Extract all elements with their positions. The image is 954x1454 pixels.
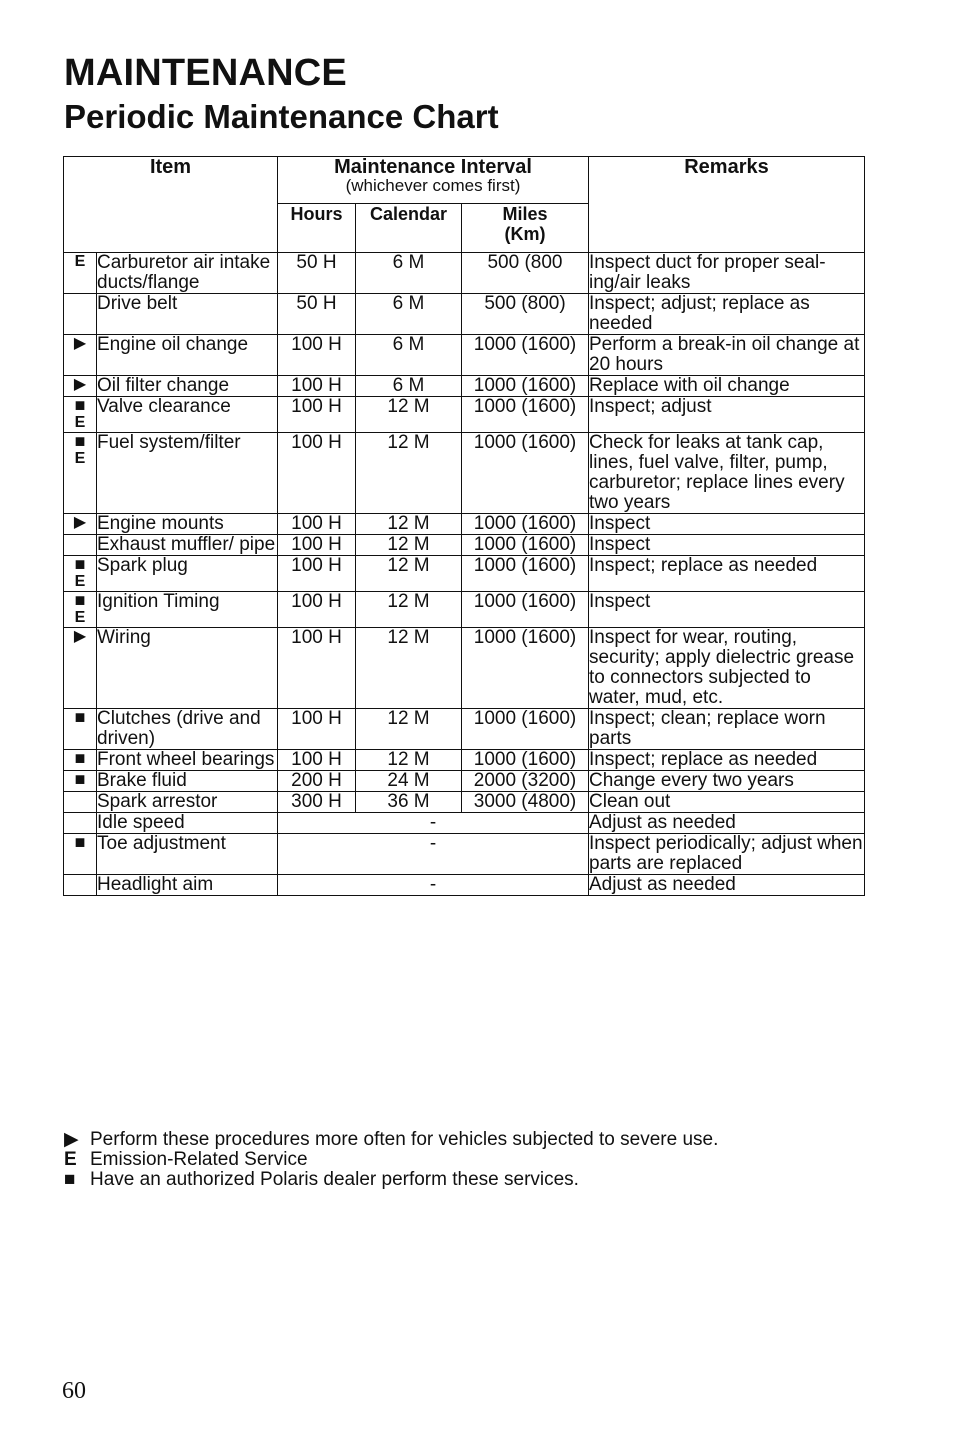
- calendar-cell: 12 M: [356, 535, 462, 556]
- hours-cell: 100 H: [278, 556, 356, 592]
- calendar-cell: 6 M: [356, 294, 462, 335]
- row-symbols: [64, 709, 97, 750]
- calendar-cell: 6 M: [356, 376, 462, 397]
- hours-cell: 50 H: [278, 294, 356, 335]
- table-row: [64, 294, 865, 335]
- table-row: [64, 514, 865, 535]
- table-row: [64, 750, 865, 771]
- dealer-service-icon: ■: [74, 590, 86, 610]
- row-symbols: [64, 556, 97, 592]
- row-symbols: [64, 397, 97, 433]
- miles-cell: 1000 (1600): [462, 592, 589, 628]
- calendar-cell: 36 M: [356, 792, 462, 813]
- remarks-cell: Replace with oil change: [589, 376, 865, 397]
- remarks-cell: Inspect; replace as needed: [589, 556, 865, 592]
- remarks-cell: Inspect; adjust; replace as needed: [589, 294, 865, 335]
- table-row: [64, 376, 865, 397]
- hours-cell: 100 H: [278, 397, 356, 433]
- remarks-cell: Clean out: [589, 792, 865, 813]
- maintenance-table: [63, 156, 865, 896]
- row-symbols: [64, 335, 97, 376]
- remarks-cell: Inspect: [589, 535, 865, 556]
- header-interval: [278, 157, 589, 204]
- remarks-cell: Inspect periodically; adjust when parts are replaced: [589, 833, 863, 874]
- page-title: MAINTENANCE: [64, 52, 347, 94]
- item-cell: Front wheel bearings: [97, 750, 278, 771]
- item-cell: Headlight aim: [97, 875, 278, 896]
- table-row: [64, 397, 865, 433]
- hours-cell: 100 H: [278, 592, 356, 628]
- table-row: [64, 709, 865, 750]
- calendar-cell: 12 M: [356, 709, 462, 750]
- calendar-cell: 6 M: [356, 253, 462, 294]
- severe-use-icon: ▶: [73, 376, 87, 393]
- item-cell: Carburetor air intake ducts/flange: [97, 253, 278, 294]
- calendar-cell: 12 M: [356, 750, 462, 771]
- remarks-cell: Adjust as needed: [589, 875, 865, 896]
- legend-text: Have an authorized Polaris dealer perform these services.: [90, 1169, 579, 1190]
- dealer-service-icon: ■: [64, 1169, 76, 1190]
- item-cell: Toe adjustment: [97, 834, 278, 875]
- table-row: [64, 875, 865, 896]
- miles-cell: 1000 (1600): [462, 709, 589, 750]
- row-symbols: [64, 750, 97, 771]
- legend-item: [64, 1150, 718, 1170]
- item-cell: Engine oil change: [97, 335, 278, 376]
- header-item: Item: [64, 157, 278, 253]
- calendar-cell: 12 M: [356, 514, 462, 535]
- hours-cell: 100 H: [278, 709, 356, 750]
- header-interval-label: Maintenance Interval: [334, 156, 532, 178]
- hours-cell: 100 H: [278, 750, 356, 771]
- miles-cell: 500 (800): [462, 294, 589, 335]
- page-number: 60: [62, 1378, 86, 1404]
- item-cell: Oil filter change: [97, 376, 278, 397]
- miles-cell: 1000 (1600): [462, 750, 589, 771]
- remarks-cell: Check for leaks at tank cap, lines, fuel valve, filter, pump, carburetor; replace lines every two years: [589, 433, 865, 514]
- severe-use-icon: ▶: [73, 335, 87, 352]
- interval-cell: -: [278, 875, 589, 896]
- item-cell: Valve clearance: [97, 397, 278, 433]
- hours-cell: 100 H: [278, 628, 356, 709]
- remarks-cell: Change every two years: [589, 771, 865, 792]
- dealer-service-icon: ■: [74, 832, 86, 852]
- row-symbols: [64, 535, 97, 556]
- header-hours: Hours: [278, 204, 356, 253]
- remarks-cell: Inspect: [589, 592, 865, 628]
- dealer-service-icon: ■: [74, 395, 86, 415]
- legend-item: [64, 1130, 718, 1150]
- table-row: [64, 628, 865, 709]
- hours-cell: 100 H: [278, 335, 356, 376]
- interval-cell: -: [278, 813, 589, 834]
- item-cell: Spark arrestor: [97, 792, 278, 813]
- hours-cell: 100 H: [278, 535, 356, 556]
- item-cell: Drive belt: [97, 294, 278, 335]
- remarks-cell: Inspect: [589, 514, 865, 535]
- emission-mark: E: [64, 1149, 77, 1170]
- item-cell: Spark plug: [97, 556, 278, 592]
- calendar-cell: 12 M: [356, 433, 462, 514]
- row-symbols: [64, 514, 97, 535]
- remarks-cell: Perform a break-in oil change at 20 hours: [589, 335, 865, 376]
- hours-cell: 100 H: [278, 433, 356, 514]
- dealer-service-icon: ■: [74, 431, 86, 451]
- miles-cell: 1000 (1600): [462, 433, 589, 514]
- row-symbols: [64, 433, 97, 514]
- header-remarks: Remarks: [589, 157, 865, 253]
- row-symbols: [64, 792, 97, 813]
- table-row: [64, 433, 865, 514]
- hours-cell: 100 H: [278, 514, 356, 535]
- miles-cell: 3000 (4800): [462, 792, 589, 813]
- hours-cell: 100 H: [278, 376, 356, 397]
- calendar-cell: 12 M: [356, 556, 462, 592]
- dealer-service-icon: ■: [74, 769, 86, 789]
- header-interval-note: (whichever comes first): [345, 176, 521, 195]
- row-symbols: [64, 771, 97, 792]
- header-miles-label: Miles (Km): [502, 204, 548, 244]
- header-calendar: Calendar: [356, 204, 462, 253]
- miles-cell: 1000 (1600): [462, 628, 589, 709]
- row-symbols: [64, 834, 97, 875]
- miles-cell: 1000 (1600): [462, 335, 589, 376]
- dealer-service-icon: ■: [74, 554, 86, 574]
- row-symbols: [64, 628, 97, 709]
- severe-use-icon: ▶: [73, 628, 87, 645]
- emission-mark: E: [74, 609, 86, 626]
- table-row: [64, 535, 865, 556]
- legend-text: Emission-Related Service: [90, 1149, 308, 1170]
- miles-cell: 1000 (1600): [462, 397, 589, 433]
- calendar-cell: 24 M: [356, 771, 462, 792]
- hours-cell: 300 H: [278, 792, 356, 813]
- remarks-cell: Inspect; replace as needed: [589, 750, 865, 771]
- miles-cell: 1000 (1600): [462, 535, 589, 556]
- legend-text: Perform these procedures more often for vehicles subjected to severe use.: [90, 1129, 719, 1150]
- emission-mark: E: [74, 450, 86, 467]
- row-symbols: [64, 592, 97, 628]
- item-cell: Idle speed: [97, 813, 278, 834]
- item-cell: Ignition Timing: [97, 592, 278, 628]
- table-row: [64, 771, 865, 792]
- calendar-cell: 6 M: [356, 335, 462, 376]
- emission-mark: E: [74, 573, 86, 590]
- hours-cell: 50 H: [278, 253, 356, 294]
- dealer-service-icon: ■: [74, 707, 86, 727]
- calendar-cell: 12 M: [356, 628, 462, 709]
- calendar-cell: 12 M: [356, 592, 462, 628]
- remarks-cell: Adjust as needed: [589, 813, 865, 834]
- hours-cell: 200 H: [278, 771, 356, 792]
- item-cell: Wiring: [97, 628, 278, 709]
- remarks-cell: Inspect duct for proper seal-ing/air leaks: [589, 253, 865, 294]
- table-row: [64, 335, 865, 376]
- row-symbols: [64, 875, 97, 896]
- item-cell: Exhaust muffler/ pipe: [97, 535, 278, 556]
- row-symbols: [64, 253, 97, 294]
- severe-use-icon: ▶: [64, 1129, 79, 1150]
- interval-cell: -: [278, 834, 589, 875]
- table-row: [64, 592, 865, 628]
- item-cell: Clutches (drive and driven): [97, 709, 278, 750]
- item-cell: Engine mounts: [97, 514, 278, 535]
- severe-use-icon: ▶: [73, 514, 87, 531]
- dealer-service-icon: ■: [74, 748, 86, 768]
- miles-cell: 2000 (3200): [462, 771, 589, 792]
- table-row: [64, 834, 865, 875]
- chart-title: Periodic Maintenance Chart: [64, 98, 499, 135]
- row-symbols: [64, 376, 97, 397]
- remarks-cell: Inspect; clean; replace worn parts: [589, 709, 865, 750]
- table-row: [64, 792, 865, 813]
- remarks-cell: Inspect for wear, routing, security; apply dielectric grease to connectors subjected to water, mud, etc.: [589, 628, 865, 709]
- row-symbols: [64, 294, 97, 335]
- emission-mark: E: [74, 253, 86, 270]
- legend: [64, 1130, 718, 1190]
- header-miles: [462, 204, 589, 253]
- remarks-cell: Inspect; adjust: [589, 397, 865, 433]
- emission-mark: E: [74, 414, 86, 431]
- legend-item: [64, 1170, 718, 1190]
- miles-cell: 500 (800: [462, 253, 589, 294]
- table-row: [64, 556, 865, 592]
- table-row: [64, 813, 865, 834]
- calendar-cell: 12 M: [356, 397, 462, 433]
- miles-cell: 1000 (1600): [462, 376, 589, 397]
- item-cell: Fuel system/filter: [97, 433, 278, 514]
- table-row: [64, 253, 865, 294]
- miles-cell: 1000 (1600): [462, 556, 589, 592]
- item-cell: Brake fluid: [97, 771, 278, 792]
- miles-cell: 1000 (1600): [462, 514, 589, 535]
- row-symbols: [64, 813, 97, 834]
